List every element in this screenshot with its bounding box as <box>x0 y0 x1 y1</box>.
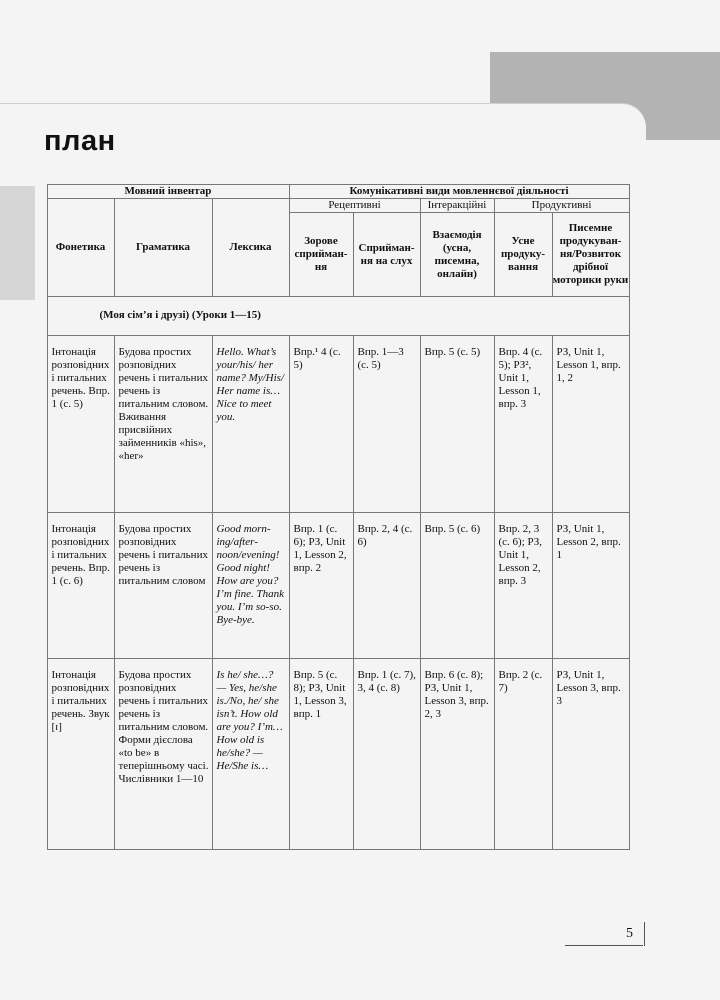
cell-written: РЗ, Unit 1, Lesson 1, впр. 1, 2 <box>552 336 629 513</box>
cell-visual: Впр. 5 (с. 8); РЗ, Unit 1, Lesson 3, впр. 1 <box>289 659 353 850</box>
col-grammar: Граматика <box>114 199 212 297</box>
cell-listening: Впр. 1—3 (с. 5) <box>353 336 420 513</box>
cell-interaction: Впр. 5 (с. 5) <box>420 336 494 513</box>
footer-rule <box>565 945 643 946</box>
cell-phonetics: Інтонація розповідних і питальних речень. Впр. 1 (с. 6) <box>47 513 114 659</box>
cell-interaction: Впр. 5 (с. 6) <box>420 513 494 659</box>
cell-visual: Впр. 1 (с. 6); РЗ, Unit 1, Lesson 2, впр. 2 <box>289 513 353 659</box>
table-row <box>35 513 629 659</box>
cell-oral: Впр. 2, 3 (с. 6); РЗ, Unit 1, Lesson 2, впр. 3 <box>494 513 552 659</box>
lesson-plan-table <box>35 184 630 850</box>
col-phonetics: Фонетика <box>47 199 114 297</box>
col-lexis: Лексика <box>212 199 289 297</box>
cell-written: РЗ, Unit 1, Lesson 2, впр. 1 <box>552 513 629 659</box>
col-written: Писемне продукуван-ня/Розвиток дрібної моторики руки <box>552 213 629 297</box>
table-row <box>35 659 629 850</box>
cell-lexis: Hello. What’s your/his/ her name? My/His/ Her name is… Nice to meet you. <box>212 336 289 513</box>
cell-phonetics: Інтонація розповідних і питальних речень. Впр. 1 (с. 5) <box>47 336 114 513</box>
section-title: (Моя сім’я і друзі) (Уроки 1—15) <box>47 297 629 336</box>
cell-lexis: Good morning/afternoon/evening! Good night! How are you? I’m fine. Thank you. I’m so-so. Bye-bye. <box>212 513 289 659</box>
col-interaction: Взаємодія (усна, писемна, онлайн) <box>420 213 494 297</box>
cell-oral: Впр. 2 (с. 7) <box>494 659 552 850</box>
cell-lexis: Is he/ she…? — Yes, he/she is./No, he/ she isn’t. How old are you? I’m… How old is he/she? — He/She is… <box>212 659 289 850</box>
cell-grammar: Будова простих розповідних речень і питальних речень із питальним словом. Вживання присвійних займенників «his», «her» <box>114 336 212 513</box>
header-receptive: Рецептивні <box>289 199 420 213</box>
table-row <box>35 336 629 513</box>
side-marker <box>0 186 35 300</box>
cell-written: РЗ, Unit 1, Lesson 3, впр. 3 <box>552 659 629 850</box>
cell-listening: Впр. 1 (с. 7), 3, 4 (с. 8) <box>353 659 420 850</box>
cell-visual: Впр.¹ 4 (с. 5) <box>289 336 353 513</box>
page-title: план <box>44 125 116 157</box>
col-visual: Зорове сприйман-ня <box>289 213 353 297</box>
header-interactive: Інтеракційні <box>420 199 494 213</box>
cell-phonetics: Інтонація розповідних і питальних речень. Звук [ɪ] <box>47 659 114 850</box>
cell-listening: Впр. 2, 4 (с. 6) <box>353 513 420 659</box>
cell-grammar: Будова простих розповідних речень і питальних речень із питальним словом. Форми дієслова «to be» в теперішньому часі. Числівники 1—10 <box>114 659 212 850</box>
page-number-rule <box>644 922 645 946</box>
page-number: 5 <box>626 926 633 941</box>
header-inventory: Мовний інвентар <box>47 185 289 199</box>
cell-grammar: Будова простих розповідних речень і питальних речень із питальним словом <box>114 513 212 659</box>
col-listening: Сприйман-ня на слух <box>353 213 420 297</box>
cell-interaction: Впр. 6 (с. 8); РЗ, Unit 1, Lesson 3, впр. 2, 3 <box>420 659 494 850</box>
cell-oral: Впр. 4 (с. 5); РЗ², Unit 1, Lesson 1, впр. 3 <box>494 336 552 513</box>
col-oral: Усне продуку-вання <box>494 213 552 297</box>
header-activities: Комунікативні види мовленнєвої діяльності <box>289 185 629 199</box>
header-productive: Продуктивні <box>494 199 629 213</box>
